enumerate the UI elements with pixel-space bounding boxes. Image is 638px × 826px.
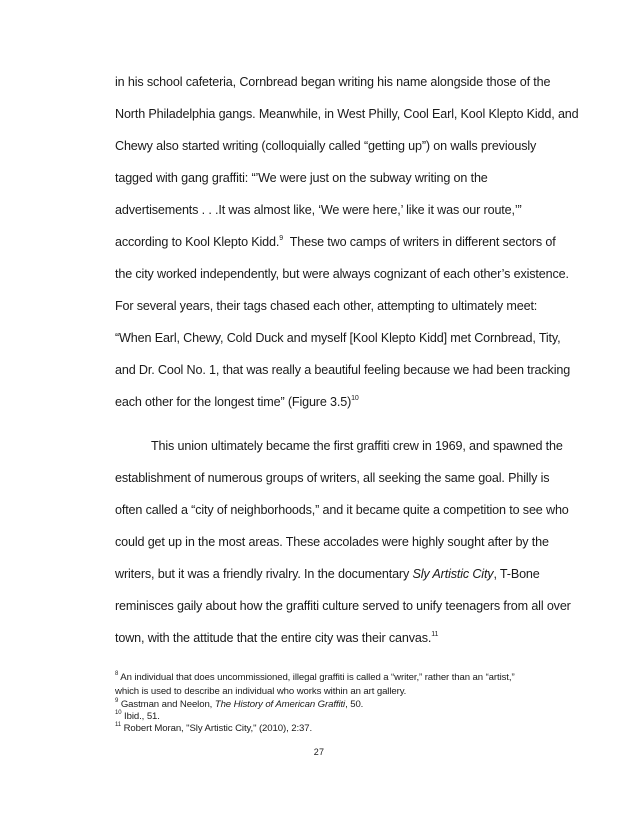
footnote-text: Gastman and Neelon,	[118, 699, 215, 710]
footnote-11	[115, 723, 312, 734]
footnote-marker: 8	[115, 670, 119, 677]
footnote-marker: 10	[115, 709, 122, 716]
footnote-text: Ibid., 51.	[121, 711, 160, 722]
body-line: the city worked independently, but were always cognizant of each other’s existence.	[115, 267, 569, 281]
body-text-segment: , T-Bone	[493, 567, 540, 581]
page-number: 27	[313, 747, 325, 757]
body-line: tagged with gang graffiti: “’We were just on the subway writing on the	[115, 171, 488, 185]
body-line	[115, 234, 556, 250]
cited-book-title: The History of American Graffiti	[214, 699, 346, 710]
body-line: and Dr. Cool No. 1, that was really a beautiful feeling because we had been tracking	[115, 363, 571, 377]
footnote-text: An individual that does uncommissioned, illegal graffiti is called a “writer,” rather than an “artist,”	[118, 672, 515, 683]
footnote-text: , 50.	[345, 699, 364, 710]
footnote-marker: 11	[115, 721, 122, 728]
body-line: could get up in the most areas. These accolades were highly sought after by the	[115, 535, 549, 549]
body-line: For several years, their tags chased each other, attempting to ultimately meet:	[115, 299, 538, 313]
body-line: in his school cafeteria, Cornbread began writing his name alongside those of the	[115, 75, 551, 89]
body-line: North Philadelphia gangs. Meanwhile, in West Philly, Cool Earl, Kool Klepto Kidd, and	[115, 107, 579, 121]
body-text-segment: each other for the longest time” (Figure 3.5)	[115, 395, 352, 409]
paragraph-first-line: This union ultimately became the first graffiti crew in 1969, and spawned the	[151, 439, 563, 453]
body-line: advertisements . . .It was almost like, ‘We were here,’ like it was our route,’”	[115, 203, 522, 217]
body-text-segment: according to Kool Klepto Kidd.	[115, 235, 280, 249]
body-line	[115, 566, 540, 582]
footnote-marker: 9	[115, 697, 119, 704]
body-text-segment: town, with the attitude that the entire city was their canvas.	[115, 631, 432, 645]
body-line: reminisces gaily about how the graffiti culture served to unify teenagers from all over	[115, 599, 571, 613]
footnote-text: Robert Moran, "Sly Artistic City," (2010), 2:37.	[121, 723, 313, 734]
body-line	[115, 394, 359, 410]
body-line: often called a “city of neighborhoods,” and it became quite a competition to see who	[115, 503, 569, 517]
footnote-8-continuation: which is used to describe an individual who works within an art gallery.	[115, 686, 407, 697]
body-line: establishment of numerous groups of writers, all seeking the same goal. Philly is	[115, 471, 550, 485]
footnote-reference[interactable]: 10	[351, 394, 359, 402]
body-text-segment: writers, but it was a friendly rivalry. In the documentary	[115, 567, 410, 581]
footnote-reference[interactable]: 9	[279, 234, 283, 242]
body-text-segment: These two camps of writers in different sectors of	[289, 235, 556, 249]
documentary-title: Sly Artistic City	[412, 567, 494, 581]
footnote-10	[115, 711, 160, 722]
footnote-9	[115, 699, 363, 710]
footnote-8	[115, 672, 515, 683]
body-line: Chewy also started writing (colloquially called “getting up”) on walls previously	[115, 139, 537, 153]
body-line: “When Earl, Chewy, Cold Duck and myself [Kool Klepto Kidd] met Cornbread, Tity,	[115, 331, 561, 345]
body-line	[115, 630, 438, 646]
footnote-reference[interactable]: 11	[431, 630, 439, 638]
